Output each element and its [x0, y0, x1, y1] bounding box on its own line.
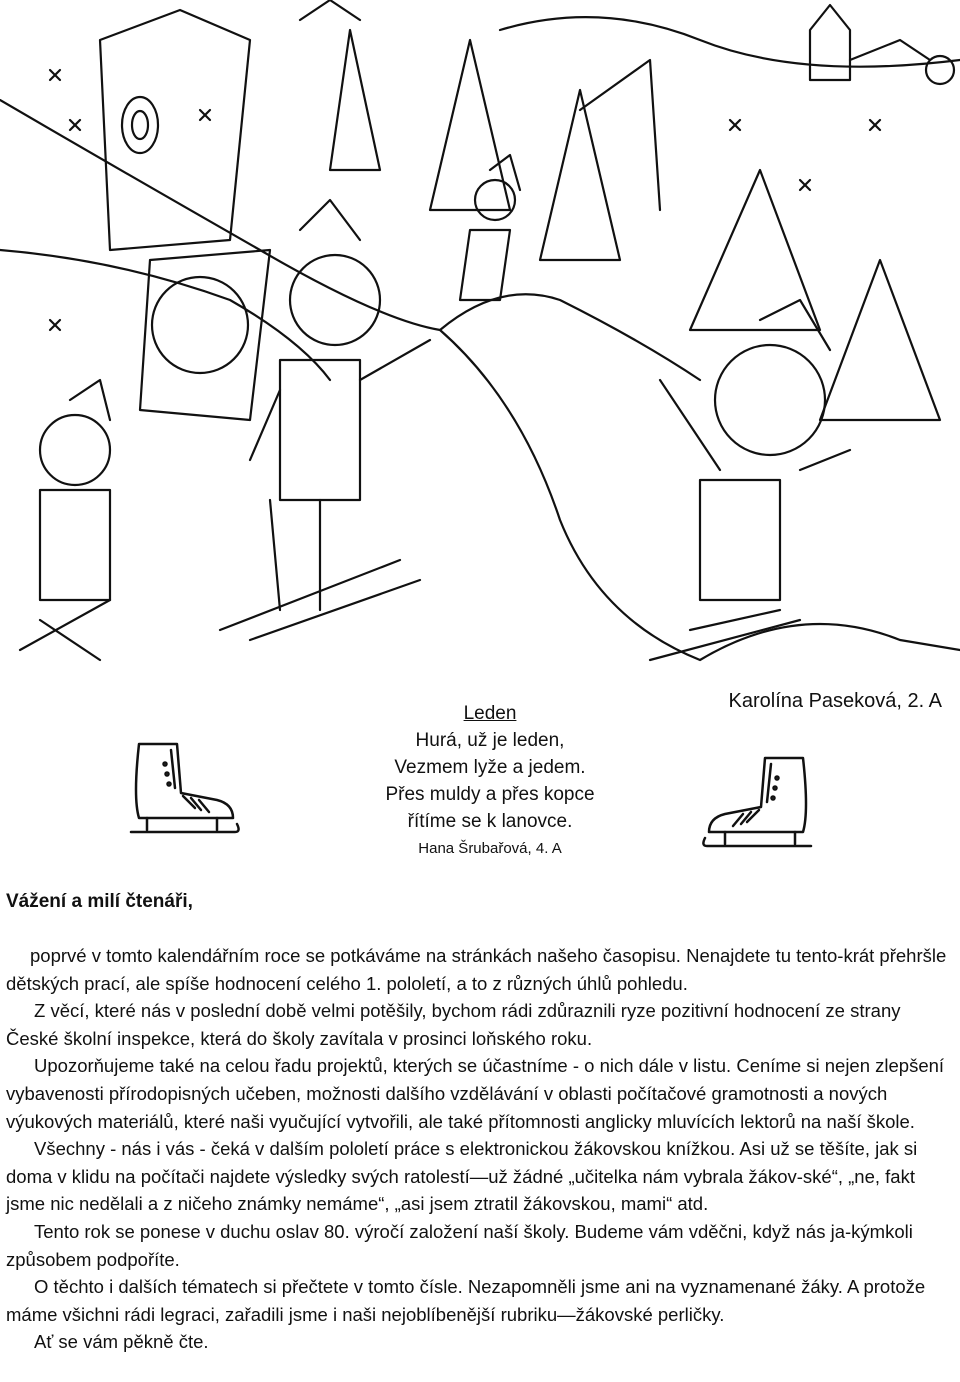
- editorial-letter: [6, 942, 954, 1356]
- letter-paragraph: Všechny - nás i vás - čeká v dalším pololetí práce s elektronickou žákovskou knížkou. Asi už se těšíte, jak si doma v klidu na počítači najdete výsledky svých ratolestí—už žádné „učitelka nám vybrala žákov-ské“, „ne, fakt jsme nic nedělali a z ničeho známky nemáme“, „asi jsem ztratil žákovskou, mami“ atd.: [6, 1138, 918, 1215]
- children-skiing-drawing: [0, 0, 960, 690]
- illustration-author-credit: Karolína Paseková, 2. A: [728, 690, 942, 712]
- poem: [330, 700, 650, 862]
- letter-paragraph: Tento rok se ponese v duchu oslav 80. výročí založení naší školy. Budeme vám vděčni, když nás ja-kýmkoli způsobem podpoříte.: [6, 1220, 913, 1270]
- letter-paragraph: poprvé v tomto kalendářním roce se potkáváme na stránkách našeho časopisu. Nenajdete tu tento-krát přehršle dětských prací, ale spíše hodnocení celého 1. pololetí, a to z různých úhlů pohledu.: [6, 945, 947, 994]
- letter-paragraph: O těchto i dalších tématech si přečtete v tomto čísle. Nezapomněli jsme ani na vyznamenané žáky. A protože máme všichni rádi legraci, zařadili jsme i naši nejoblíbenější rubriku—žákovské perličky.: [6, 1276, 926, 1325]
- poem-line: řítíme se k lanovce.: [407, 811, 573, 832]
- poem-line: Hurá, už je leden,: [415, 730, 565, 751]
- poem-author: Hana Šrubařová, 4. A: [418, 840, 562, 857]
- letter-greeting: Vážení a milí čtenáři,: [6, 891, 193, 912]
- letter-paragraph: Upozorňujeme také na celou řadu projektů, kterých se účastníme - o nich dále v listu. Ceníme si nejen zlepšení vybavenosti přírodopisných učeben, možnosti dalšího vzdělávání v oblasti počítačové gramotnosti a nových výukových materiálů, které naši vyučující vytvořili, ale také přítomnosti anglicky mluvících lektorů na naší škole.: [6, 1055, 945, 1132]
- ice-skate-right-icon: [697, 752, 817, 857]
- poem-line: Vezmem lyže a jedem.: [394, 757, 586, 778]
- poem-line: Přes muldy a přes kopce: [385, 784, 595, 805]
- letter-paragraph: Z věcí, které nás v poslední době velmi potěšily, bychom rádi zdůraznili ryze pozitivní hodnocení ze strany České školní inspekce, která do školy zavítala v prosinci loňského roku.: [6, 1000, 901, 1049]
- letter-paragraph: Ať se vám pěkně čte.: [34, 1331, 209, 1353]
- poem-title: Leden: [463, 703, 517, 724]
- ice-skate-left-icon: [125, 738, 245, 843]
